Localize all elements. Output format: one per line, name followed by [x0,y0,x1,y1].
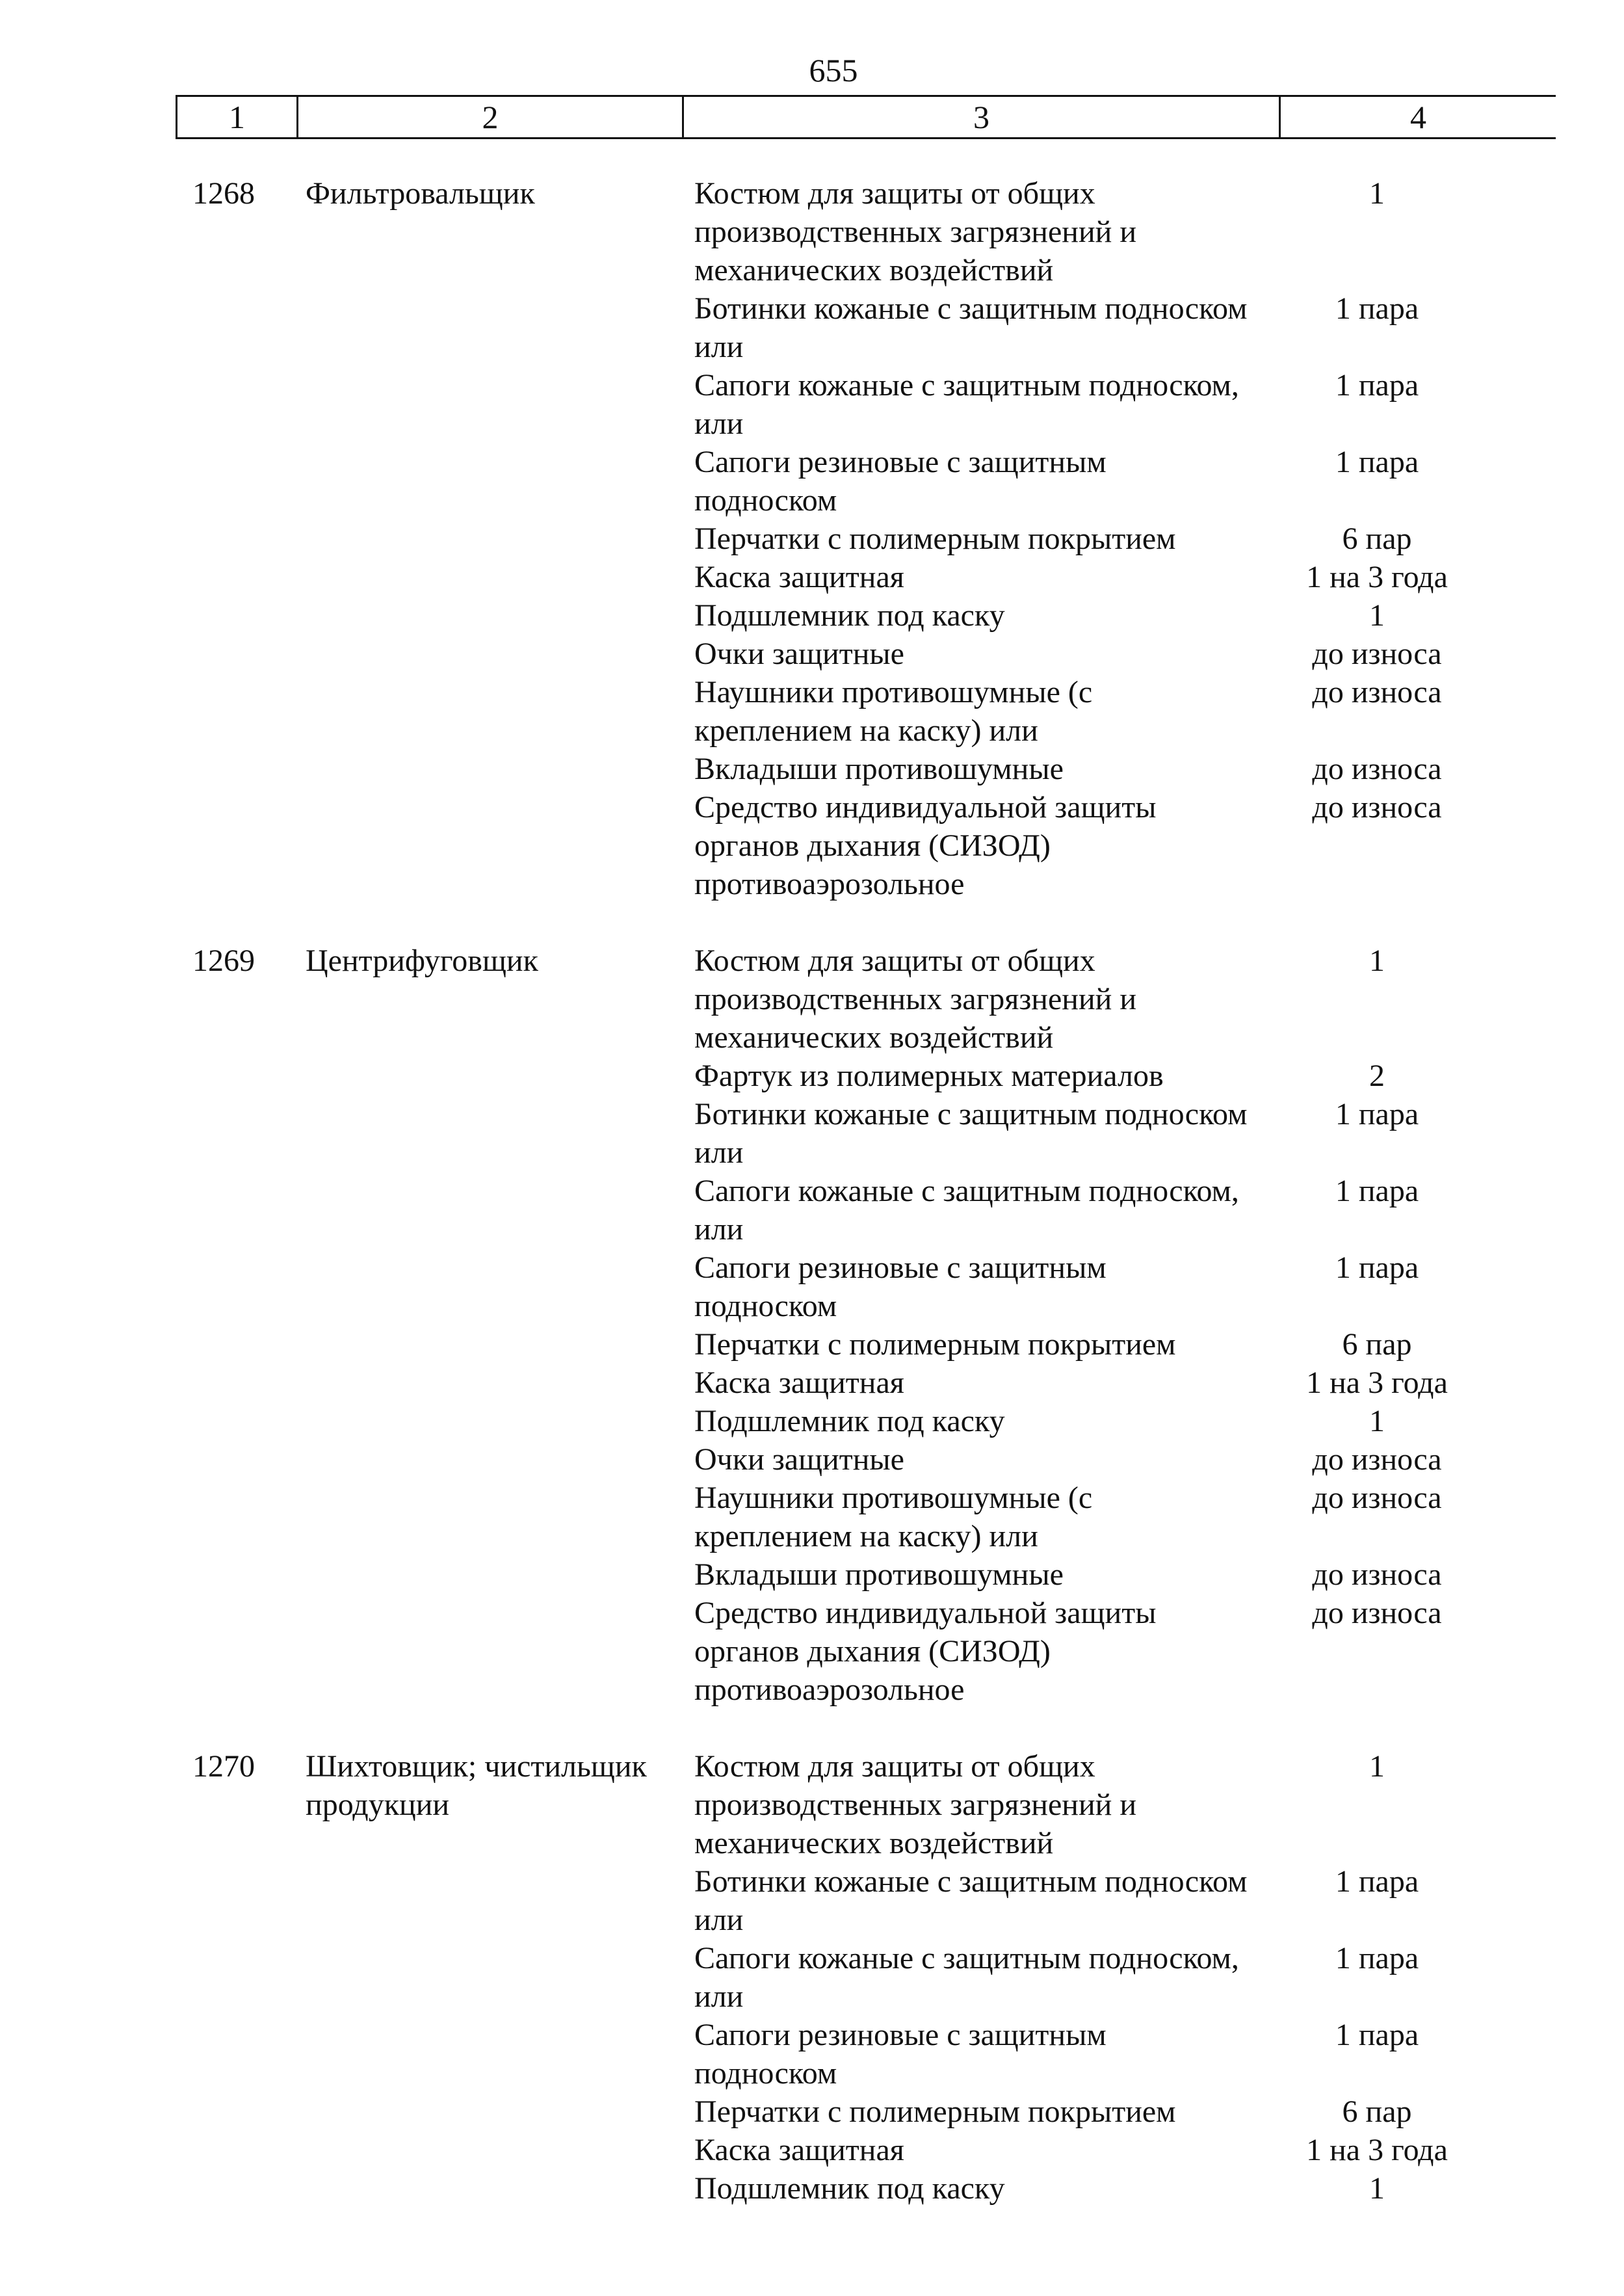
ppe-item-name: Сапоги кожаные с защитным подноском, или [694,368,1239,441]
ppe-item-name: Сапоги резиновые с защитным подноском [694,2018,1107,2091]
ppe-item-name: Ботинки кожаные с защитным подноском или [694,1864,1248,1937]
ppe-item-qty: 1 пара [1335,445,1419,479]
ppe-item-name: Очки защитные [694,637,904,671]
ppe-item-name: Ботинки кожаные с защитным подноском или [694,1097,1248,1170]
ppe-item-qty: до износа [1312,637,1442,671]
ppe-item-name: Каска защитная [694,560,904,594]
ppe-item-qty: 1 [1369,1749,1385,1784]
ppe-list [694,174,1559,903]
ppe-item [694,1555,1559,1594]
table-header [176,95,1556,139]
ppe-list [694,942,1559,1709]
ppe-item [694,1057,1559,1095]
ppe-item-qty: 1 [1369,2171,1385,2206]
ppe-item-name: Средство индивидуальной защиты органов дыхания (СИЗОД) противоаэрозольное [694,790,1157,901]
ppe-item-name: Наушники противошумные (с креплением на каску) или [694,675,1093,748]
ppe-item [694,1325,1559,1364]
ppe-item-qty: 6 пар [1342,2094,1412,2129]
ppe-item-qty: до износа [1312,790,1442,825]
ppe-item [694,1402,1559,1440]
column-4-header: 4 [1410,99,1426,135]
ppe-item [694,788,1559,903]
ppe-item-name: Костюм для защиты от общих производственных загрязнений и механических воздействий [694,1749,1137,1860]
column-3-header: 3 [684,97,1281,137]
ppe-item-name: Подшлемник под каску [694,1404,1005,1438]
ppe-item-name: Очки защитные [694,1442,904,1477]
ppe-item-qty: 1 [1369,1404,1385,1438]
ppe-item [694,750,1559,788]
ppe-item [694,289,1559,366]
profession-name: Шихтовщик; чистильщик продукции [306,1749,647,1822]
ppe-item [694,635,1559,673]
ppe-item-qty: до износа [1312,675,1442,709]
ppe-item [694,1939,1559,2016]
table-row [0,942,1624,1709]
ppe-item-qty: 1 [1369,176,1385,211]
profession-name: Фильтровальщик [306,176,535,211]
ppe-item-name: Каска защитная [694,2133,904,2167]
ppe-item-qty: до износа [1312,1481,1442,1515]
ppe-item-qty: 1 пара [1335,1941,1419,1975]
entry-number: 1268 [192,176,255,211]
ppe-item-name: Фартук из полимерных материалов [694,1059,1164,1093]
ppe-item-qty: 1 на 3 года [1306,1366,1448,1400]
ppe-item-name: Каска защитная [694,1366,904,1400]
ppe-item [694,366,1559,443]
ppe-item [694,2131,1559,2169]
ppe-item-qty: до износа [1312,752,1442,786]
profession-name: Центрифуговщик [306,943,538,978]
ppe-item-name: Сапоги кожаные с защитным подноском, или [694,1174,1239,1247]
ppe-item [694,443,1559,520]
ppe-item-name: Перчатки с полимерным покрытием [694,2094,1176,2129]
table-row [0,1747,1624,2208]
ppe-item [694,1248,1559,1325]
ppe-item-qty: 1 на 3 года [1306,2133,1448,2167]
ppe-item-qty: 1 пара [1335,1174,1419,1208]
ppe-item [694,520,1559,558]
ppe-item-name: Перчатки с полимерным покрытием [694,521,1176,556]
ppe-item [694,1479,1559,1555]
ppe-item-qty: 1 [1369,943,1385,978]
ppe-item-qty: 6 пар [1342,521,1412,556]
ppe-item-qty: 1 на 3 года [1306,560,1448,594]
ppe-item-qty: до износа [1312,1596,1442,1630]
ppe-item [694,2092,1559,2131]
ppe-item-name: Сапоги кожаные с защитным подноском, или [694,1941,1239,2014]
ppe-item-name: Вкладыши противошумные [694,1557,1064,1592]
ppe-item-name: Подшлемник под каску [694,2171,1005,2206]
ppe-item-name: Наушники противошумные (с креплением на каску) или [694,1481,1093,1553]
ppe-item [694,942,1559,1057]
ppe-item-qty: 1 пара [1335,1250,1419,1285]
column-2-header: 2 [298,97,684,137]
table-row [0,174,1624,903]
ppe-item-qty: 2 [1369,1059,1385,1093]
ppe-item-name: Костюм для защиты от общих производственных загрязнений и механических воздействий [694,943,1137,1055]
ppe-item [694,1364,1559,1402]
table-body [0,174,1624,2246]
ppe-item-qty: 1 пара [1335,2018,1419,2052]
ppe-item-qty: до износа [1312,1557,1442,1592]
ppe-item [694,1747,1559,1862]
ppe-item-name: Средство индивидуальной защиты органов дыхания (СИЗОД) противоаэрозольное [694,1596,1157,1707]
ppe-item-qty: 1 пара [1335,368,1419,402]
ppe-item-name: Перчатки с полимерным покрытием [694,1327,1176,1362]
ppe-item-name: Костюм для защиты от общих производственных загрязнений и механических воздействий [694,176,1137,287]
ppe-item [694,558,1559,596]
ppe-item [694,1172,1559,1248]
page-number: 655 [809,52,858,88]
ppe-item [694,596,1559,635]
ppe-item [694,1440,1559,1479]
ppe-item-qty: 1 пара [1335,1864,1419,1899]
ppe-item-name: Подшлемник под каску [694,598,1005,633]
ppe-list [694,1747,1559,2208]
ppe-item [694,1095,1559,1172]
ppe-item-qty: до износа [1312,1442,1442,1477]
ppe-item [694,2016,1559,2092]
ppe-item-name: Вкладыши противошумные [694,752,1064,786]
ppe-item-qty: 6 пар [1342,1327,1412,1362]
entry-number: 1270 [192,1749,255,1784]
ppe-item-name: Сапоги резиновые с защитным подноском [694,445,1107,518]
ppe-item-qty: 1 [1369,598,1385,633]
ppe-item-name: Ботинки кожаные с защитным подноском или [694,291,1248,364]
ppe-item [694,1862,1559,1939]
ppe-item-qty: 1 пара [1335,291,1419,326]
ppe-item [694,2169,1559,2208]
ppe-item [694,174,1559,289]
ppe-item-qty: 1 пара [1335,1097,1419,1131]
ppe-item-name: Сапоги резиновые с защитным подноском [694,1250,1107,1323]
column-1-header: 1 [177,97,298,137]
entry-number: 1269 [192,943,255,978]
ppe-item [694,673,1559,750]
ppe-item [694,1594,1559,1709]
